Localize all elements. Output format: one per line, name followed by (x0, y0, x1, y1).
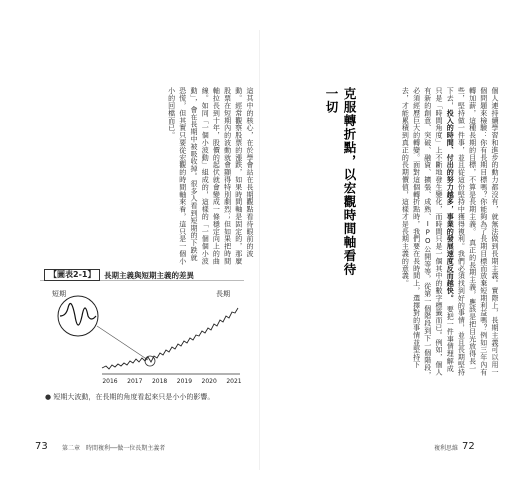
short-term-wave (60, 304, 96, 326)
running-head-left: 第二章 時間複利──做一位長期主義者 (62, 445, 166, 452)
gutter-divider (259, 30, 260, 470)
page-number-left: 73 (35, 441, 48, 452)
long-term-label: 長期 (216, 290, 230, 298)
year-tick-label: 2016 (102, 378, 118, 384)
figure-chart (40, 286, 244, 384)
zoom-line (97, 326, 148, 360)
figure-2-1 (40, 268, 244, 384)
figure-caption: ● 短期大波動，在長期的角度看起來只是小小的影響。 (45, 393, 215, 401)
short-term-inset (58, 296, 155, 366)
page-number-right: 72 (462, 441, 475, 452)
running-head-right: 複利思維 (434, 445, 459, 452)
right-body-top: 個人連持續學習和進步的動力都沒有，就無法做到長期主義。實際上，長期主義可以用一個問題來檢驗：你有長期目標嗎？你能夠為了長期目標而放棄短期利益嗎？例如三年內有轉加薪，這種長期的目標，不算是長期主義。 (468, 87, 499, 376)
figure-label: 【圖表2-1】 (44, 269, 100, 281)
right-body-text (290, 87, 500, 379)
figure-title: 長期主義與短期主義的差異 (104, 271, 194, 280)
right-body-end: 要把一件事情理解成只是「時間角度」上不斷地發生變化，而時間只是一個其中的數字標籤而已。例如，個人有新的創意、突破、融資、擴張、成熟、IPO公開等等，從第一個階段到下一個階段，必須經歷巨大的轉變。面對這個轉折點時，我們要在長時間上，選擇對的事情並堅持下去，才能累積到真正的長期價值，這樣才是長期主義的意義。 (401, 87, 455, 379)
year-ticks (102, 378, 241, 384)
short-term-circle (58, 296, 98, 336)
year-tick-label: 2021 (226, 378, 242, 384)
right-body-mid: 真正的長期主義，應該是把目光放得長一些，堅持做一件事，並且從這份堅持中獲得複利。我們必須找到好的事情，並且長期堅持下去， (446, 87, 477, 376)
section-heading: 克服轉折點，以宏觀時間軸看待一切 (324, 87, 357, 276)
right-body-bold: 投入的時間、付出的努力越多，事業的發展速度反而越快。 (446, 109, 455, 299)
year-tick-label: 2020 (201, 378, 217, 384)
left-body-text: 這其中的核心，在於學會站在長期觀點看待眼前的波動。經常觀察股票的漲跌，如果時間軸是固定的，那麼股票在短期內的波動就會顯得特別劇烈；但如果把時間軸拉長到十年，股價的起伏就會變成一條穩定向上的曲線。如同「一個小波動」組成的，這樣的「一個個小波動」，會在長期中被吸收掉。很多人看到短期的下跌就恐慌，但其實只要從宏觀的時間軸來看，這只是一個小小的回檔而已。 (167, 87, 254, 265)
year-tick-label: 2017 (127, 378, 143, 384)
long-term-line (102, 308, 238, 369)
figure-title-bar (40, 268, 244, 281)
year-tick-label: 2019 (176, 378, 193, 384)
short-term-label: 短期 (52, 290, 66, 298)
year-tick-label: 2018 (151, 378, 168, 384)
